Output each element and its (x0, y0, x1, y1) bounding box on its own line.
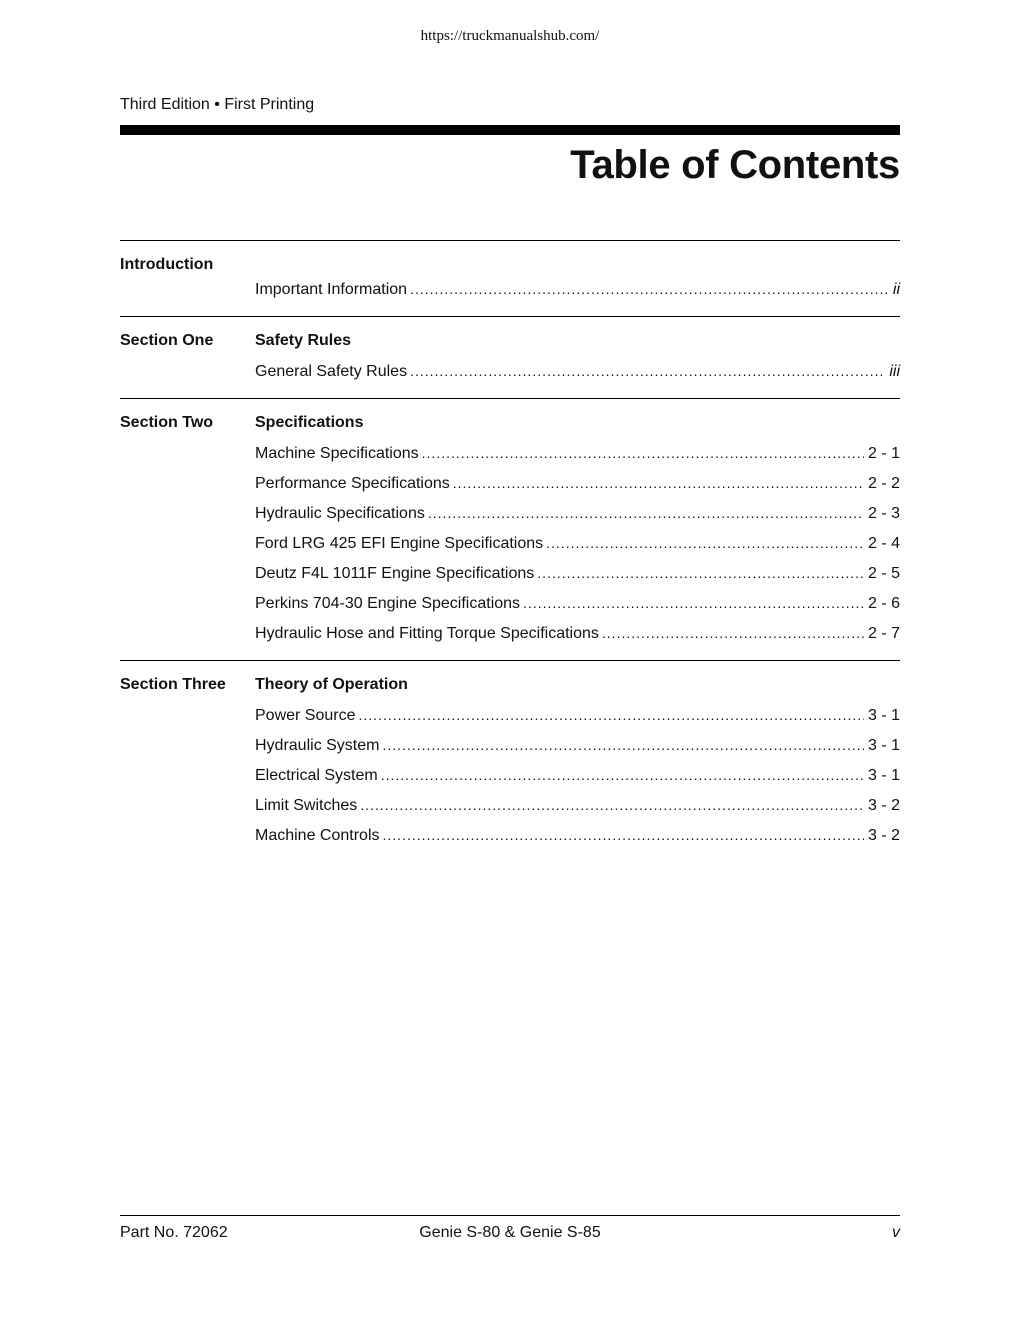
section-label: Section Three (120, 676, 226, 693)
section-title: Specifications (255, 414, 364, 431)
toc-entry[interactable] (255, 563, 900, 593)
entry-page: 3 - 2 (867, 797, 900, 814)
toc-entry[interactable] (255, 361, 900, 391)
entry-title: Performance Specifications (255, 475, 450, 492)
entry-page: 2 - 1 (867, 445, 900, 462)
page-title: Table of Contents (570, 143, 900, 187)
dot-leader (546, 533, 864, 553)
toc-entry[interactable] (255, 795, 900, 825)
toc-entry[interactable] (255, 443, 900, 473)
dot-leader (359, 705, 864, 725)
part-number: Part No. 72062 (120, 1224, 228, 1241)
entry-title: Limit Switches (255, 797, 358, 814)
entry-page: 3 - 1 (867, 707, 900, 724)
footer-rule (120, 1215, 900, 1216)
dot-leader (453, 473, 864, 493)
entry-title: Electrical System (255, 767, 378, 784)
toc-entry[interactable] (255, 503, 900, 533)
dot-leader (523, 593, 864, 613)
entry-title: Machine Controls (255, 827, 380, 844)
entry-page: 2 - 7 (867, 625, 900, 642)
toc-entry[interactable] (255, 533, 900, 563)
entry-title: Perkins 704-30 Engine Specifications (255, 595, 521, 612)
toc-section (120, 660, 900, 862)
section-title: Safety Rules (255, 332, 352, 349)
dot-leader (383, 825, 864, 845)
entry-title: Hydraulic System (255, 737, 380, 754)
section-title: Theory of Operation (255, 676, 408, 693)
entry-page: 3 - 1 (867, 767, 900, 784)
entry-page: 2 - 4 (867, 535, 900, 552)
entry-title: Machine Specifications (255, 445, 419, 462)
dot-leader (360, 795, 864, 815)
dot-leader (410, 279, 889, 299)
entry-title: Power Source (255, 707, 356, 724)
toc-entry[interactable] (255, 623, 900, 653)
entry-page: 3 - 1 (867, 737, 900, 754)
entry-title: Important Information (255, 281, 408, 298)
toc-entry[interactable] (255, 279, 900, 309)
section-label: Section One (120, 332, 214, 349)
model-name: Genie S-80 & Genie S-85 (419, 1224, 601, 1241)
dot-leader (428, 503, 864, 523)
entry-page: 2 - 2 (867, 475, 900, 492)
entry-page: ii (892, 281, 900, 298)
source-url[interactable]: https://truckmanualshub.com/ (420, 28, 600, 44)
toc-section (120, 240, 900, 316)
dot-leader (602, 623, 864, 643)
toc-entry[interactable] (255, 705, 900, 735)
dot-leader (382, 735, 864, 755)
toc-entry[interactable] (255, 735, 900, 765)
dot-leader (381, 765, 864, 785)
entry-page: iii (889, 363, 900, 380)
dot-leader (537, 563, 864, 583)
toc-section (120, 398, 900, 660)
entry-page: 2 - 5 (867, 565, 900, 582)
page-number: v (892, 1224, 900, 1241)
toc-entry[interactable] (255, 473, 900, 503)
entry-page: 2 - 3 (867, 505, 900, 522)
entry-page: 3 - 2 (867, 827, 900, 844)
header-rule (120, 125, 900, 135)
entry-title: Hydraulic Hose and Fitting Torque Specifications (255, 625, 599, 642)
entry-title: Deutz F4L 1011F Engine Specifications (255, 565, 535, 582)
toc-entry[interactable] (255, 765, 900, 795)
table-of-contents (120, 240, 900, 862)
page-footer (120, 1224, 900, 1246)
section-label: Introduction (120, 256, 214, 273)
toc-entry[interactable] (255, 825, 900, 855)
entry-title: Hydraulic Specifications (255, 505, 425, 522)
toc-section (120, 316, 900, 398)
section-label: Section Two (120, 414, 214, 431)
edition-label: Third Edition • First Printing (120, 96, 315, 113)
dot-leader (422, 443, 864, 463)
entry-page: 2 - 6 (867, 595, 900, 612)
dot-leader (410, 361, 885, 381)
toc-entry[interactable] (255, 593, 900, 623)
section-title (255, 255, 900, 279)
entry-title: Ford LRG 425 EFI Engine Specifications (255, 535, 544, 552)
entry-title: General Safety Rules (255, 363, 408, 380)
